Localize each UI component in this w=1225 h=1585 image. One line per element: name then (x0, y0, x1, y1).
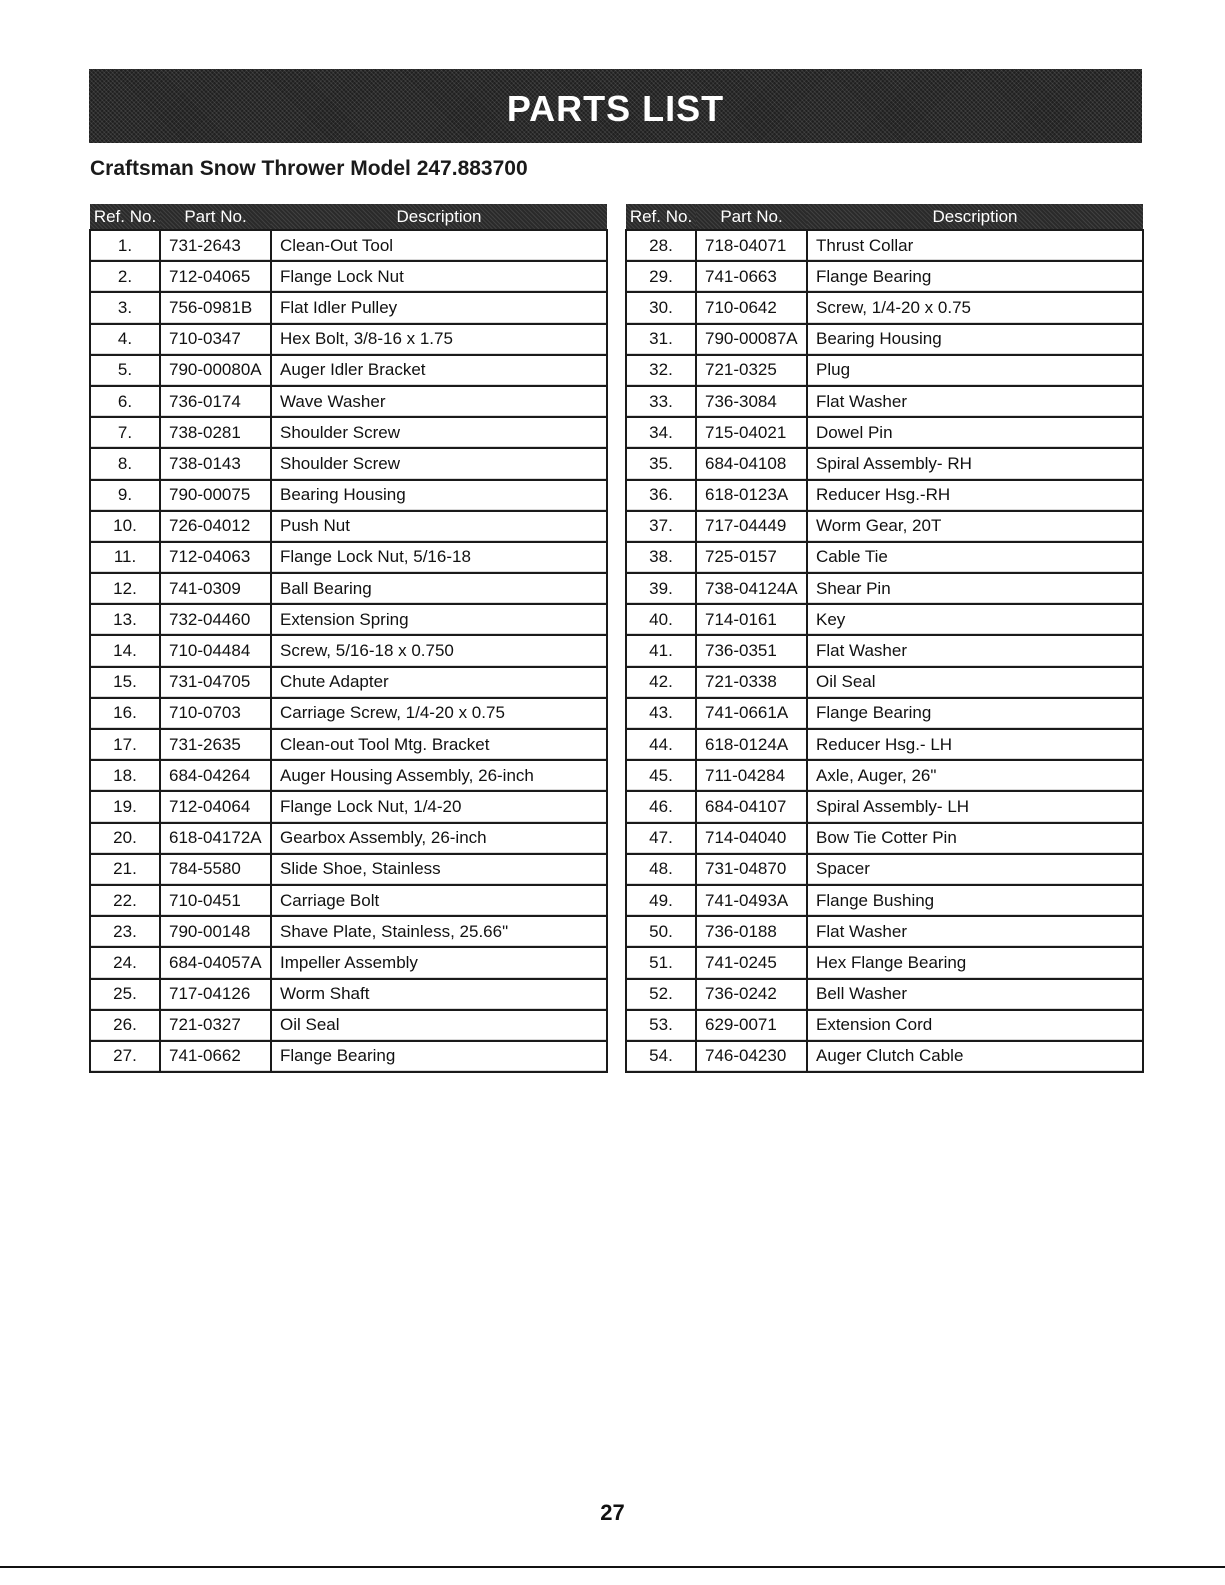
ref-cell: 10. (90, 511, 160, 542)
ref-cell: 39. (626, 573, 696, 604)
part-number-cell: 710-0347 (160, 324, 271, 355)
ref-cell: 4. (90, 324, 160, 355)
ref-cell: 40. (626, 604, 696, 635)
column-header-description: Description (271, 204, 607, 230)
ref-cell: 11. (90, 542, 160, 573)
part-number-cell: 736-0188 (696, 916, 807, 947)
description-cell: Flange Bushing (807, 885, 1143, 916)
description-cell: Wave Washer (271, 386, 607, 417)
table-row (90, 573, 607, 604)
description-cell: Spiral Assembly- RH (807, 448, 1143, 479)
part-number-cell: 721-0325 (696, 355, 807, 386)
part-number-cell: 790-00075 (160, 480, 271, 511)
table-row (90, 791, 607, 822)
ref-cell: 46. (626, 791, 696, 822)
part-number-cell: 710-0451 (160, 885, 271, 916)
table-row (626, 417, 1143, 448)
ref-cell: 41. (626, 635, 696, 666)
description-cell: Plug (807, 355, 1143, 386)
ref-cell: 24. (90, 947, 160, 978)
table-row (90, 854, 607, 885)
table-row (626, 916, 1143, 947)
description-cell: Carriage Screw, 1/4-20 x 0.75 (271, 698, 607, 729)
table-row (90, 386, 607, 417)
table-row (626, 480, 1143, 511)
description-cell: Ball Bearing (271, 573, 607, 604)
table-row (90, 230, 607, 261)
description-cell: Extension Cord (807, 1010, 1143, 1041)
part-number-cell: 726-04012 (160, 511, 271, 542)
table-row (626, 760, 1143, 791)
description-cell: Flat Washer (807, 386, 1143, 417)
table-row (626, 823, 1143, 854)
table-row (90, 292, 607, 323)
description-cell: Flange Bearing (271, 1041, 607, 1072)
description-cell: Flange Bearing (807, 698, 1143, 729)
part-number-cell: 618-0124A (696, 729, 807, 760)
table-row (90, 417, 607, 448)
table-row (626, 854, 1143, 885)
table-row (90, 261, 607, 292)
description-cell: Flat Washer (807, 916, 1143, 947)
ref-cell: 49. (626, 885, 696, 916)
description-cell: Screw, 1/4-20 x 0.75 (807, 292, 1143, 323)
ref-cell: 29. (626, 261, 696, 292)
description-cell: Push Nut (271, 511, 607, 542)
part-number-cell: 718-04071 (696, 230, 807, 261)
description-cell: Shoulder Screw (271, 448, 607, 479)
ref-cell: 26. (90, 1010, 160, 1041)
description-cell: Axle, Auger, 26" (807, 760, 1143, 791)
table-header-row (626, 204, 1143, 230)
ref-cell: 18. (90, 760, 160, 791)
ref-cell: 3. (90, 292, 160, 323)
ref-cell: 15. (90, 667, 160, 698)
part-number-cell: 684-04264 (160, 760, 271, 791)
description-cell: Shoulder Screw (271, 417, 607, 448)
part-number-cell: 717-04449 (696, 511, 807, 542)
table-row (90, 729, 607, 760)
table-row (626, 635, 1143, 666)
part-number-cell: 714-04040 (696, 823, 807, 854)
description-cell: Bearing Housing (807, 324, 1143, 355)
bottom-divider (0, 1566, 1225, 1568)
table-row (90, 511, 607, 542)
ref-cell: 16. (90, 698, 160, 729)
table-row (90, 979, 607, 1010)
ref-cell: 13. (90, 604, 160, 635)
part-number-cell: 712-04064 (160, 791, 271, 822)
description-cell: Flange Bearing (807, 261, 1143, 292)
page-title: PARTS LIST (506, 88, 725, 129)
ref-cell: 23. (90, 916, 160, 947)
ref-cell: 12. (90, 573, 160, 604)
part-number-cell: 710-0703 (160, 698, 271, 729)
parts-table-left-body (90, 230, 607, 1072)
part-number-cell: 712-04065 (160, 261, 271, 292)
part-number-cell: 746-04230 (696, 1041, 807, 1072)
part-number-cell: 741-0245 (696, 947, 807, 978)
part-number-cell: 684-04107 (696, 791, 807, 822)
part-number-cell: 731-2635 (160, 729, 271, 760)
table-row (626, 1010, 1143, 1041)
table-row (90, 1010, 607, 1041)
description-cell: Carriage Bolt (271, 885, 607, 916)
table-row (626, 947, 1143, 978)
table-row (90, 448, 607, 479)
ref-cell: 21. (90, 854, 160, 885)
table-row (90, 480, 607, 511)
description-cell: Clean-out Tool Mtg. Bracket (271, 729, 607, 760)
title-banner (89, 69, 1142, 143)
description-cell: Key (807, 604, 1143, 635)
part-number-cell: 731-2643 (160, 230, 271, 261)
description-cell: Flange Lock Nut, 1/4-20 (271, 791, 607, 822)
table-row (626, 261, 1143, 292)
parts-table-right (625, 204, 1144, 1073)
ref-cell: 35. (626, 448, 696, 479)
description-cell: Extension Spring (271, 604, 607, 635)
part-number-cell: 741-0309 (160, 573, 271, 604)
part-number-cell: 741-0493A (696, 885, 807, 916)
part-number-cell: 738-0143 (160, 448, 271, 479)
ref-cell: 34. (626, 417, 696, 448)
description-cell: Slide Shoe, Stainless (271, 854, 607, 885)
column-header-ref: Ref. No. (90, 204, 160, 230)
ref-cell: 28. (626, 230, 696, 261)
ref-cell: 33. (626, 386, 696, 417)
description-cell: Shave Plate, Stainless, 25.66" (271, 916, 607, 947)
ref-cell: 52. (626, 979, 696, 1010)
table-row (90, 823, 607, 854)
table-row (626, 511, 1143, 542)
description-cell: Shear Pin (807, 573, 1143, 604)
table-row (90, 604, 607, 635)
description-cell: Auger Clutch Cable (807, 1041, 1143, 1072)
description-cell: Bearing Housing (271, 480, 607, 511)
part-number-cell: 790-00087A (696, 324, 807, 355)
ref-cell: 5. (90, 355, 160, 386)
table-row (626, 230, 1143, 261)
description-cell: Worm Gear, 20T (807, 511, 1143, 542)
description-cell: Reducer Hsg.- LH (807, 729, 1143, 760)
part-number-cell: 618-0123A (696, 480, 807, 511)
description-cell: Spiral Assembly- LH (807, 791, 1143, 822)
ref-cell: 50. (626, 916, 696, 947)
table-row (90, 542, 607, 573)
column-header-ref: Ref. No. (626, 204, 696, 230)
table-row (626, 542, 1143, 573)
ref-cell: 9. (90, 480, 160, 511)
table-row (626, 448, 1143, 479)
description-cell: Reducer Hsg.-RH (807, 480, 1143, 511)
table-header-row (90, 204, 607, 230)
description-cell: Dowel Pin (807, 417, 1143, 448)
part-number-cell: 712-04063 (160, 542, 271, 573)
ref-cell: 30. (626, 292, 696, 323)
parts-table-right-body (626, 230, 1143, 1072)
part-number-cell: 725-0157 (696, 542, 807, 573)
ref-cell: 36. (626, 480, 696, 511)
table-row (626, 885, 1143, 916)
table-row (90, 885, 607, 916)
part-number-cell: 731-04870 (696, 854, 807, 885)
ref-cell: 20. (90, 823, 160, 854)
description-cell: Flat Idler Pulley (271, 292, 607, 323)
part-number-cell: 710-04484 (160, 635, 271, 666)
table-row (90, 916, 607, 947)
table-row (626, 324, 1143, 355)
table-row (90, 760, 607, 791)
part-number-cell: 784-5580 (160, 854, 271, 885)
table-row (626, 386, 1143, 417)
part-number-cell: 741-0662 (160, 1041, 271, 1072)
table-row (90, 635, 607, 666)
description-cell: Impeller Assembly (271, 947, 607, 978)
part-number-cell: 756-0981B (160, 292, 271, 323)
column-header-part: Part No. (160, 204, 271, 230)
table-row (90, 355, 607, 386)
table-row (626, 698, 1143, 729)
ref-cell: 22. (90, 885, 160, 916)
part-number-cell: 738-0281 (160, 417, 271, 448)
table-row (626, 604, 1143, 635)
table-row (90, 667, 607, 698)
column-header-description: Description (807, 204, 1143, 230)
ref-cell: 37. (626, 511, 696, 542)
part-number-cell: 741-0663 (696, 261, 807, 292)
description-cell: Screw, 5/16-18 x 0.750 (271, 635, 607, 666)
ref-cell: 38. (626, 542, 696, 573)
description-cell: Clean-Out Tool (271, 230, 607, 261)
table-row (90, 324, 607, 355)
table-row (626, 355, 1143, 386)
description-cell: Bell Washer (807, 979, 1143, 1010)
description-cell: Flange Lock Nut (271, 261, 607, 292)
part-number-cell: 717-04126 (160, 979, 271, 1010)
part-number-cell: 736-0242 (696, 979, 807, 1010)
ref-cell: 14. (90, 635, 160, 666)
part-number-cell: 721-0338 (696, 667, 807, 698)
part-number-cell: 721-0327 (160, 1010, 271, 1041)
description-cell: Auger Housing Assembly, 26-inch (271, 760, 607, 791)
part-number-cell: 711-04284 (696, 760, 807, 791)
table-row (626, 292, 1143, 323)
part-number-cell: 618-04172A (160, 823, 271, 854)
ref-cell: 1. (90, 230, 160, 261)
table-row (626, 979, 1143, 1010)
part-number-cell: 738-04124A (696, 573, 807, 604)
part-number-cell: 736-3084 (696, 386, 807, 417)
part-number-cell: 732-04460 (160, 604, 271, 635)
ref-cell: 17. (90, 729, 160, 760)
description-cell: Worm Shaft (271, 979, 607, 1010)
part-number-cell: 684-04057A (160, 947, 271, 978)
ref-cell: 45. (626, 760, 696, 791)
part-number-cell: 790-00080A (160, 355, 271, 386)
ref-cell: 6. (90, 386, 160, 417)
part-number-cell: 736-0351 (696, 635, 807, 666)
table-row (90, 947, 607, 978)
ref-cell: 32. (626, 355, 696, 386)
ref-cell: 27. (90, 1041, 160, 1072)
description-cell: Chute Adapter (271, 667, 607, 698)
ref-cell: 7. (90, 417, 160, 448)
model-subtitle: Craftsman Snow Thrower Model 247.883700 (90, 157, 528, 180)
ref-cell: 31. (626, 324, 696, 355)
ref-cell: 51. (626, 947, 696, 978)
description-cell: Hex Bolt, 3/8-16 x 1.75 (271, 324, 607, 355)
page-number: 27 (600, 1500, 625, 1525)
description-cell: Gearbox Assembly, 26-inch (271, 823, 607, 854)
part-number-cell: 684-04108 (696, 448, 807, 479)
table-row (626, 1041, 1143, 1072)
part-number-cell: 714-0161 (696, 604, 807, 635)
table-row (626, 667, 1143, 698)
description-cell: Flat Washer (807, 635, 1143, 666)
table-row (90, 698, 607, 729)
part-number-cell: 715-04021 (696, 417, 807, 448)
description-cell: Cable Tie (807, 542, 1143, 573)
column-header-part: Part No. (696, 204, 807, 230)
ref-cell: 43. (626, 698, 696, 729)
table-row (626, 791, 1143, 822)
ref-cell: 48. (626, 854, 696, 885)
ref-cell: 42. (626, 667, 696, 698)
ref-cell: 53. (626, 1010, 696, 1041)
ref-cell: 2. (90, 261, 160, 292)
part-number-cell: 710-0642 (696, 292, 807, 323)
description-cell: Auger Idler Bracket (271, 355, 607, 386)
part-number-cell: 741-0661A (696, 698, 807, 729)
part-number-cell: 731-04705 (160, 667, 271, 698)
description-cell: Thrust Collar (807, 230, 1143, 261)
ref-cell: 19. (90, 791, 160, 822)
description-cell: Bow Tie Cotter Pin (807, 823, 1143, 854)
description-cell: Flange Lock Nut, 5/16-18 (271, 542, 607, 573)
part-number-cell: 629-0071 (696, 1010, 807, 1041)
table-row (90, 1041, 607, 1072)
description-cell: Spacer (807, 854, 1143, 885)
description-cell: Oil Seal (271, 1010, 607, 1041)
table-row (626, 573, 1143, 604)
description-cell: Oil Seal (807, 667, 1143, 698)
table-row (626, 729, 1143, 760)
ref-cell: 25. (90, 979, 160, 1010)
ref-cell: 8. (90, 448, 160, 479)
ref-cell: 44. (626, 729, 696, 760)
part-number-cell: 790-00148 (160, 916, 271, 947)
parts-table-left (89, 204, 608, 1073)
description-cell: Hex Flange Bearing (807, 947, 1143, 978)
ref-cell: 47. (626, 823, 696, 854)
ref-cell: 54. (626, 1041, 696, 1072)
part-number-cell: 736-0174 (160, 386, 271, 417)
